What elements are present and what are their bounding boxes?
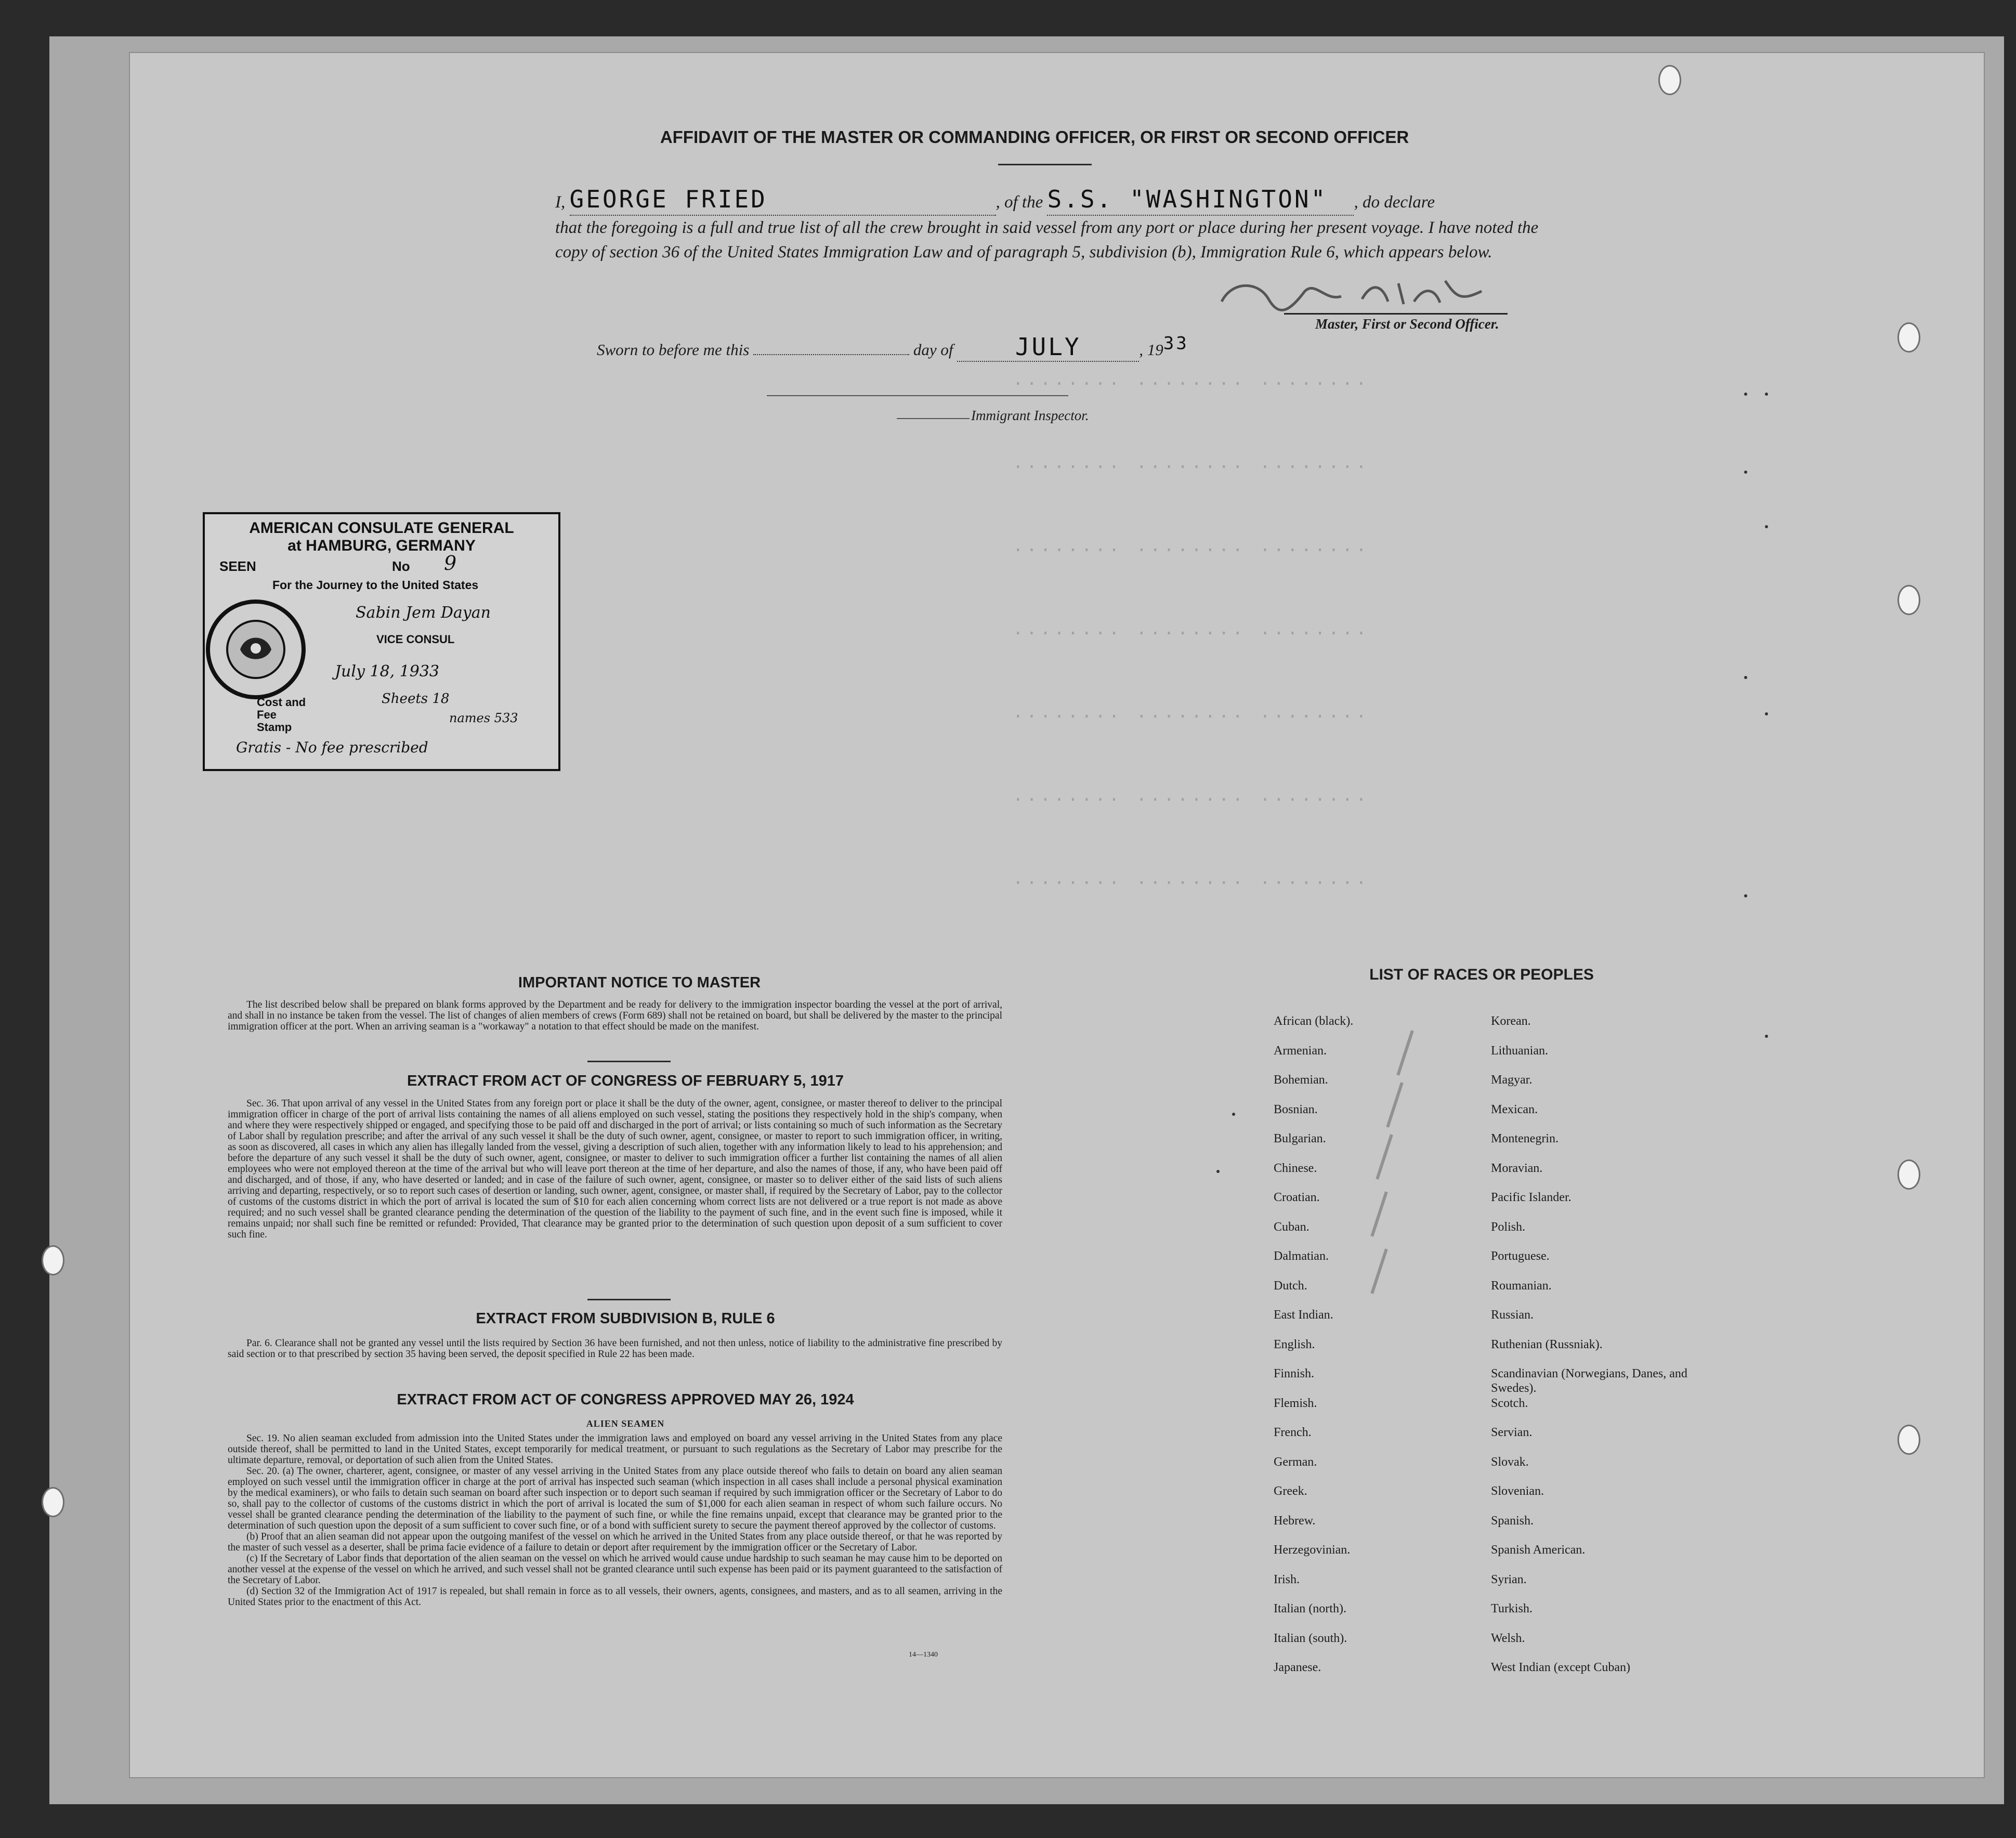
notice-text xyxy=(228,999,1002,1032)
extract1924-p4: (c) If the Secretary of Labor finds that deportation of the alien seaman on the vessel on which he arrived would cause undue hardship to such seaman he may cause him to be deported on another vessel at the expense of the vessel on which he arrived, and such vessel shall not be granted clearance until such expense has been paid or its payment guaranteed to the satisfaction of the Secretary of Labor. xyxy=(228,1553,1002,1586)
race-item: Herzegovinian. xyxy=(1274,1543,1351,1557)
consular-seal-icon xyxy=(204,597,308,701)
binder-hole xyxy=(42,1487,64,1517)
stamp-vice-consul: VICE CONSUL xyxy=(376,633,455,646)
race-item: Russian. xyxy=(1491,1308,1534,1322)
race-item: Scotch. xyxy=(1491,1396,1528,1410)
races-left-column xyxy=(1274,1014,1471,1690)
race-item: Korean. xyxy=(1491,1014,1531,1028)
declaration xyxy=(555,187,1559,265)
dot-mark xyxy=(1744,471,1747,474)
stamp-journey: For the Journey to the United States xyxy=(272,578,479,592)
bleed-through-row: ········ ········ ········ xyxy=(1013,707,1370,727)
inspector-dotted-line xyxy=(897,418,970,419)
extract1924-text xyxy=(228,1433,1002,1608)
binder-hole xyxy=(1658,65,1681,95)
inspector-caption: Immigrant Inspector. xyxy=(971,408,1089,423)
signature-line xyxy=(1284,313,1508,315)
extract1924-p3: (b) Proof that an alien seaman did not appear upon the outgoing manifest of the vessel on which he arrived in the United States from any place outside thereof, or that he was reported by the master of such vessel as a deserter, shall be prima facie evidence of a failure to detain or deport after requirement by the immigration officer or the Secretary of Labor. xyxy=(228,1531,1002,1553)
race-item: Slovenian. xyxy=(1491,1484,1544,1498)
race-item: Bohemian. xyxy=(1274,1073,1328,1087)
stamp-line1: AMERICAN CONSULATE GENERAL xyxy=(249,519,514,537)
extract1924-title: EXTRACT FROM ACT OF CONGRESS APPROVED MAY 26, 1924 xyxy=(397,1391,854,1408)
stamp-gratis: Gratis - No fee prescribed xyxy=(236,739,428,756)
i-label: I, xyxy=(555,193,566,212)
declaration-body: that the foregoing is a full and true list of all the crew brought in said vessel from any port or place during her present voyage. I have noted the copy of section 36 of the United States Immigration Law and of paragraph 5, subdivision (b), Immigration Rule 6, which appears below. xyxy=(555,218,1539,262)
do-declare-label: , do declare xyxy=(1354,193,1435,212)
stamp-no-value: 9 xyxy=(444,552,457,575)
race-item: Bulgarian. xyxy=(1274,1132,1326,1145)
race-item: Dutch. xyxy=(1274,1279,1307,1293)
sworn-line xyxy=(597,333,1325,362)
extract1924-p1: Sec. 19. No alien seaman excluded from admission into the United States under the immigration laws and employed on board any vessel arriving in the United States from any place outside thereof, shall be permitted to land in the United States, except temporarily for medical treatment, or pursuant to such regulations as the Secretary of Labor may prescribe for the ultimate departure, removal, or deportation of such alien from the United States. xyxy=(228,1433,1002,1466)
race-item: German. xyxy=(1274,1455,1317,1469)
race-item: Turkish. xyxy=(1491,1602,1533,1615)
extract1917-text xyxy=(228,1098,1002,1240)
race-item: Greek. xyxy=(1274,1484,1307,1498)
day-of-label: day of xyxy=(913,341,953,359)
race-item: Flemish. xyxy=(1274,1396,1317,1410)
master-signature xyxy=(1211,270,1502,317)
stamp-seen: SEEN xyxy=(219,558,256,574)
day-field xyxy=(753,354,909,355)
of-the-label: , of the xyxy=(996,193,1043,212)
subdivision-title: EXTRACT FROM SUBDIVISION B, RULE 6 xyxy=(476,1310,775,1327)
race-item: African (black). xyxy=(1274,1014,1354,1028)
bleed-through-row: ········ ········ ········ xyxy=(1013,874,1370,893)
race-item: Armenian. xyxy=(1274,1044,1327,1058)
master-name: GEORGE FRIED xyxy=(569,185,767,213)
race-item: Magyar. xyxy=(1491,1073,1533,1087)
race-item: French. xyxy=(1274,1426,1312,1439)
stamp-signature: Sabin Jem Dayan xyxy=(356,604,491,622)
extract1917-rule xyxy=(587,1299,671,1300)
race-item: Lithuanian. xyxy=(1491,1044,1548,1058)
stamp-date: July 18, 1933 xyxy=(335,662,440,681)
binder-hole xyxy=(1897,1159,1920,1190)
race-item: Spanish. xyxy=(1491,1514,1534,1528)
extract1924-p5: (d) Section 32 of the Immigration Act of 1917 is repealed, but shall remain in force as to all vessels, their owners, agents, consignees, and masters, and as to all seamen, arriving in the United States prior to the enactment of this Act. xyxy=(228,1586,1002,1608)
extract1924-subtitle: ALIEN SEAMEN xyxy=(586,1418,665,1429)
extract1917-title: EXTRACT FROM ACT OF CONGRESS OF FEBRUARY 5, 1917 xyxy=(407,1073,844,1089)
bleed-through-row: ········ ········ ········ xyxy=(1013,790,1370,810)
dot-mark xyxy=(1765,1035,1768,1038)
race-item: Ruthenian (Russniak). xyxy=(1491,1337,1603,1351)
master-name-field xyxy=(570,187,996,216)
races-title: LIST OF RACES OR PEOPLES xyxy=(1369,966,1594,983)
extract1924-p2: Sec. 20. (a) The owner, charterer, agent, consignee, or master of any vessel arriving in the United States from any place outside thereof who fails to detain on board any alien seaman employed on such vessel until the immigration officer in charge at the port of arrival has inspected such seaman (which inspection in all cases shall include a personal physical examination by the medical examiners), or who fails to detain such seaman on board after such inspection or to deport such seaman if required by such immigration officer or the Secretary of Labor to do so, shall pay to the collector of customs of the customs district in which the port of arrival is located the sum of $1,000 for each alien seaman in respect of whom such failure occurs. No vessel shall be granted clearance pending the determination of the liability to the payment of such fine, or while the fine remains unpaid, except that clearance may be granted prior to the determination of such question upon the deposit of a sum sufficient to cover such fine, or of a bond with sufficient surety to secure the payment thereof approved by the collector of customs. xyxy=(228,1466,1002,1531)
dot-mark xyxy=(1744,393,1747,396)
vessel-name: S.S. "WASHINGTON" xyxy=(1047,185,1328,213)
race-item: East Indian. xyxy=(1274,1308,1333,1322)
binder-hole xyxy=(1897,322,1920,353)
race-item: Pacific Islander. xyxy=(1491,1191,1572,1204)
races-right-column xyxy=(1491,1014,1730,1690)
year-suffix: 33 xyxy=(1163,333,1189,354)
race-item: Irish. xyxy=(1274,1572,1300,1586)
signature-caption: Master, First or Second Officer. xyxy=(1315,316,1499,332)
dot-mark xyxy=(1232,1113,1235,1116)
form-number: 14—1340 xyxy=(909,1651,938,1659)
dot-mark xyxy=(1744,894,1747,897)
race-item: Mexican. xyxy=(1491,1102,1538,1116)
race-item: Welsh. xyxy=(1491,1631,1525,1645)
race-item: Slovak. xyxy=(1491,1455,1529,1469)
binder-hole xyxy=(1897,585,1920,615)
stamp-heading xyxy=(205,519,558,555)
sworn-label: Sworn to before me this xyxy=(597,341,750,359)
vessel-name-field xyxy=(1047,187,1354,216)
stamp-line2: at HAMBURG, GERMANY xyxy=(287,537,476,554)
race-item: Italian (north). xyxy=(1274,1602,1346,1615)
binder-hole xyxy=(1897,1425,1920,1455)
race-item: Spanish American. xyxy=(1491,1543,1586,1557)
dot-mark xyxy=(1744,676,1747,679)
race-item: Portuguese. xyxy=(1491,1249,1550,1263)
race-item: Montenegrin. xyxy=(1491,1132,1559,1145)
race-item: Italian (south). xyxy=(1274,1631,1347,1645)
stamp-sheets: Sheets 18 xyxy=(382,691,450,707)
race-item: English. xyxy=(1274,1337,1315,1351)
race-item: Syrian. xyxy=(1491,1572,1527,1586)
bleed-through-row: ········ ········ ········ xyxy=(1013,624,1370,644)
race-item: Hebrew. xyxy=(1274,1514,1316,1528)
race-item: Japanese. xyxy=(1274,1661,1321,1674)
race-item: Bosnian. xyxy=(1274,1102,1318,1116)
inspector-signature-line xyxy=(767,395,1068,396)
subdivision-paragraph: Par. 6. Clearance shall not be granted any vessel until the lists required by Section 36 have been furnished, and not then unless, notice of liability to the administrative fine prescribed by said section or to that prescribed by section 35 having been served, the deposit specified in Rule 22 has been made. xyxy=(228,1338,1002,1360)
dot-mark xyxy=(1216,1170,1220,1173)
stamp-fee-label: Cost and Fee Stamp xyxy=(257,696,306,734)
bleed-through-row: ········ ········ ········ xyxy=(1013,458,1370,477)
month-field xyxy=(957,333,1139,362)
race-item: Cuban. xyxy=(1274,1220,1310,1234)
bleed-through-row: ········ ········ ········ xyxy=(1013,541,1370,560)
consulate-stamp xyxy=(203,512,560,771)
subdivision-text xyxy=(228,1338,1002,1360)
dot-mark xyxy=(1765,712,1768,715)
notice-paragraph: The list described below shall be prepared on blank forms approved by the Department and be ready for delivery to the immigration inspector boarding the vessel at the port of arrival, and shall in no instance be taken from the vessel. The list of changes of alien members of crews (Form 689) shall not be retained on board, but shall be delivered by the master to the principal immigration officer at the port. When an arriving seaman is a "workaway" a notation to that effect should be made on the manifest. xyxy=(228,999,1002,1032)
binder-hole xyxy=(42,1245,64,1275)
title-rule xyxy=(998,164,1092,165)
stamp-names: names 533 xyxy=(449,711,518,725)
bleed-through-row: ········ ········ ········ xyxy=(1013,374,1370,394)
race-item: Moravian. xyxy=(1491,1161,1543,1175)
year-prefix: , 19 xyxy=(1139,341,1163,359)
race-item: Roumanian. xyxy=(1491,1279,1552,1293)
race-item: Scandinavian (Norwegians, Danes, and Swedes). xyxy=(1491,1367,1687,1395)
notice-rule xyxy=(587,1061,671,1062)
extract1917-paragraph: Sec. 36. That upon arrival of any vessel in the United States from any foreign port or place it shall be the duty of the owner, agent, consignee, or master thereof to deliver to the principal immigration officer in charge of the port of arrival lists containing the names of all aliens employed on such vessel, stating the positions they respectively hold in the ship's company, when and where they were respectively shipped or engaged, and specifying those to be paid off and discharged in the port of arrival; or lists containing so much of such information as the Secretary of Labor shall by regulation prescribe; and after the arrival of any such vessel it shall be the duty of such owner, agent, consignee, or master to report to such immigration officer, in writing, as soon as discovered, all cases in which any alien has illegally landed from the vessel, giving a description of such alien, together with any information likely to lead to his apprehension; and before the departure of any such vessel it shall be the duty of such owner, agent, consignee, or master to deliver to such immigration officer a further list containing the names of all alien employees who were not employed thereon at the time of the arrival but who will leave port thereon at the time of her departure, and also the names of those, if any, who have been paid off and discharged, and of those, if any, who have deserted or landed; and in case of the failure of such owner, agent, consignee, or master so to deliver either of the said lists of such aliens arriving and departing, respectively, or so to report such cases of desertion or landing, such owner, agent, consignee, or master shall, if required by the Secretary of Labor, pay to the collector of customs of the customs district in which the port of arrival is located the sum of $10 for each alien concerning whom correct lists are not delivered or a true report is not made as above required; and no such vessel shall be granted clearance pending the determination of the question of the liability to the payment of such fine, and in the event such fine is imposed, while it remains unpaid; nor shall such fine be remitted or refunded: Provided, That clearance may be granted prior to the determination of such question upon deposit of a sum sufficient to cover such fine. xyxy=(228,1098,1002,1240)
month-value: JULY xyxy=(1015,333,1081,361)
race-item: West Indian (except Cuban) xyxy=(1491,1661,1630,1674)
notice-title: IMPORTANT NOTICE TO MASTER xyxy=(518,974,761,991)
race-item: Chinese. xyxy=(1274,1161,1317,1175)
race-item: Finnish. xyxy=(1274,1367,1315,1380)
race-item: Servian. xyxy=(1491,1426,1533,1439)
dot-mark xyxy=(1765,393,1768,396)
stamp-no-label: No xyxy=(392,558,410,574)
affidavit-title: AFFIDAVIT OF THE MASTER OR COMMANDING OFFICER, OR FIRST OR SECOND OFFICER xyxy=(660,127,1409,147)
race-item: Croatian. xyxy=(1274,1191,1320,1204)
race-item: Polish. xyxy=(1491,1220,1526,1234)
dot-mark xyxy=(1765,525,1768,528)
race-item: Dalmatian. xyxy=(1274,1249,1329,1263)
